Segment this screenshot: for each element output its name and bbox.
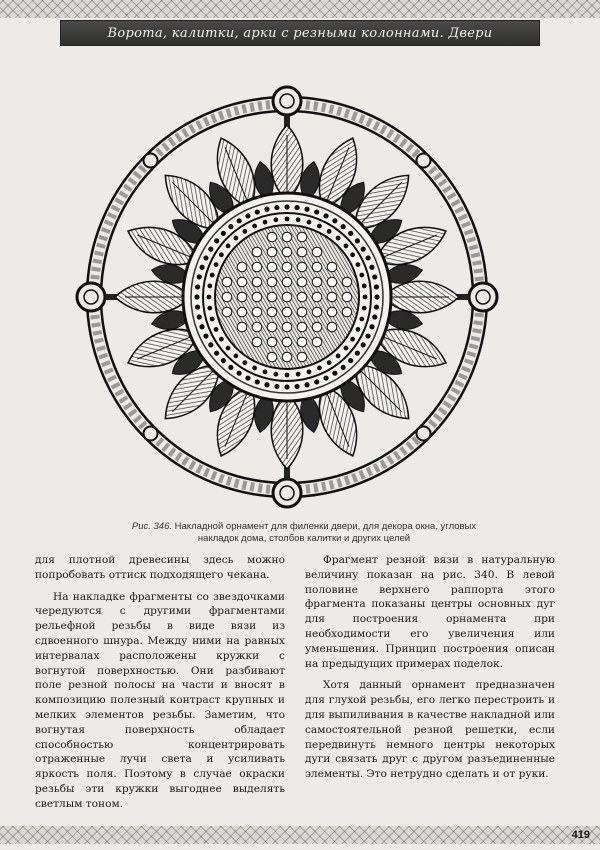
medallion-hole [252,262,262,272]
medallion-bead [273,217,278,222]
medallion-bead [359,317,364,322]
medallion-bead [237,218,242,223]
medallion-bead [199,324,204,329]
medallion-bead [361,247,366,252]
medallion-bead [332,218,337,223]
medallion-hole [327,307,337,317]
figure-caption [118,521,490,545]
medallion-hole [237,262,247,272]
medallion-bead [327,229,332,234]
medallion-bead [372,274,377,279]
medallion-hole [222,292,232,302]
medallion-bead [323,213,328,218]
medallion-bead [195,304,200,309]
medallion-bead [341,365,346,370]
medallion-bead [221,358,226,363]
medallion-bead [294,205,299,210]
medallion-hole [267,337,277,347]
medallion-hole [297,337,307,347]
medallion-bead [336,236,341,241]
medallion-bead [307,369,312,374]
medallion-bead [255,379,260,384]
medallion-bead [274,384,279,389]
medallion-hole [282,337,292,347]
medallion-hole [252,277,262,287]
medallion-bead [344,244,349,249]
medallion-bead [245,375,250,380]
medallion-bead [203,255,208,260]
medallion-hole [267,352,277,362]
medallion-bead [327,360,332,365]
medallion-bead [341,224,346,229]
medallion-hole [297,247,307,257]
border-bead [144,426,158,440]
medallion-bead [197,274,202,279]
border-ring-inner [280,486,294,500]
medallion-bead [332,371,337,376]
medallion-hole [267,307,277,317]
medallion-bead [307,220,312,225]
medallion-hole [297,292,307,302]
decorative-border-top [0,0,600,18]
medallion-bead [304,207,309,212]
medallion-bead [336,354,341,359]
medallion-bead [234,354,239,359]
medallion-bead [273,372,278,377]
medallion-bead [207,295,212,300]
medallion-hole [222,307,232,317]
medallion-bead [199,265,204,270]
medallion-hole [297,277,307,287]
medallion-bead [195,284,200,289]
medallion-bead [296,217,301,222]
border-bead [144,154,158,168]
medallion-bead [317,366,322,371]
caption-number: Рис. 346. [131,521,173,532]
chapter-title: Ворота, калитки, арки с резными колоннами. Двери [107,25,493,41]
medallion-bead [208,342,213,347]
medallion-hole [342,292,352,302]
medallion-bead [362,283,367,288]
medallion-bead [228,224,233,229]
medallion-bead [245,213,250,218]
medallion-bead [355,238,360,243]
medallion-hole [327,322,337,332]
ornament-drawing [77,87,497,507]
medallion-bead [228,365,233,370]
medallion-hole [267,247,277,257]
medallion-hole [297,262,307,272]
medallion-hole [267,292,277,302]
medallion-bead [296,372,301,377]
medallion-bead [323,375,328,380]
medallion-bead [304,382,309,387]
medallion-hole [282,352,292,362]
medallion-hole [327,277,337,287]
medallion-bead [356,327,361,332]
medallion-hole [252,292,262,302]
medallion-bead [365,255,370,260]
caption-text: Накладной орнамент для филенки двери, для декора окна, угловых накладок дома, столбов калитки и других целей [174,521,477,544]
medallion-bead [314,379,319,384]
medallion-bead [264,382,269,387]
medallion-hole [252,307,262,317]
medallion-bead [348,358,353,363]
medallion-hole [267,232,277,242]
medallion-bead [255,209,260,214]
medallion-bead [350,337,355,342]
medallion-bead [284,384,289,389]
medallion-bead [252,224,257,229]
page-number: 419 [571,829,590,841]
chapter-header [60,20,540,46]
medallion-bead [350,252,355,257]
medallion-bead [226,346,231,351]
medallion-bead [363,295,368,300]
medallion-hole [297,352,307,362]
medallion-bead [285,373,290,378]
medallion-hole [312,277,322,287]
medallion-bead [194,294,199,299]
medallion-hole [282,232,292,242]
medallion-bead [263,220,268,225]
border-bead [416,426,430,440]
medallion-hole [312,307,322,317]
medallion-bead [356,262,361,267]
medallion-bead [294,384,299,389]
medallion-hole [282,277,292,287]
medallion-hole [267,322,277,332]
medallion-hole [237,307,247,317]
border-ring-inner [476,290,490,304]
medallion-hole [312,247,322,257]
medallion-hole [237,322,247,332]
medallion-bead [374,284,379,289]
border-ring-inner [280,94,294,108]
border-bead [416,154,430,168]
medallion-bead [285,217,290,222]
medallion-hole [282,307,292,317]
medallion-bead [374,294,379,299]
paragraph: Фрагмент резной вязи в натуральную величину показан на рис. 340. В левой половине верхнего раппорта этого фрагмента показаны центры основных дуг для построения орнамента при необходимости его увеличения или уменьшения. Принцип построения описан на предыдущих примерах поделок. [305,554,555,670]
medallion-hole [297,322,307,332]
medallion-bead [208,247,213,252]
medallion-bead [203,333,208,338]
medallion-bead [214,262,219,267]
text-column-left [35,553,285,812]
medallion-hole [312,292,322,302]
medallion-bead [374,304,379,309]
medallion-hole [297,232,307,242]
medallion-bead [263,369,268,374]
medallion-hole [312,322,322,332]
medallion-bead [252,366,257,371]
paragraph: для плотной древесины здесь можно попробовать оттиск подходящего чекана. [35,554,285,581]
medallion-bead [274,205,279,210]
medallion-hole [282,292,292,302]
medallion-bead [210,273,215,278]
medallion-bead [317,224,322,229]
medallion-hole [312,337,322,347]
medallion-bead [242,229,247,234]
ornament-figure [62,82,512,522]
medallion-bead [234,236,239,241]
medallion-hole [252,247,262,257]
medallion-hole [282,322,292,332]
medallion-bead [369,265,374,270]
medallion-bead [214,351,219,356]
border-ring-inner [84,290,98,304]
medallion-hole [297,307,307,317]
medallion-bead [361,342,366,347]
medallion-bead [214,327,219,332]
medallion-bead [348,231,353,236]
medallion-hole [342,307,352,317]
medallion-hole [282,262,292,272]
medallion-hole [237,277,247,287]
medallion-bead [314,209,319,214]
medallion-hole [312,262,322,272]
medallion-bead [237,371,242,376]
medallion-hole [342,277,352,287]
medallion-hole [237,292,247,302]
medallion-bead [210,317,215,322]
text-column-right [305,553,555,782]
medallion-hole [252,337,262,347]
medallion-hole [327,292,337,302]
medallion-bead [226,244,231,249]
medallion-bead [219,252,224,257]
medallion-bead [362,306,367,311]
medallion-bead [344,346,349,351]
paragraph: На накладке фрагменты со звездочками чередуются с другими фрагментами рельефной резьбы в виде вязи из сдвоенного шнура. Между ними на равных интервалах расположены кружки с вогнутой поверхностью. Они разбивают поле резной полосы на части и вносят в композицию полезный контраст крупных и мелких элементов резьбы. Заметим, что вогнутая поверхность обладает способностью концентрировать отраженные лучи света и усиливать яркость поля. Поэтому в случае окраски резьбы эти кружки выгоднее выделять светлым тоном. [35,590,285,810]
medallion-hole [267,277,277,287]
decorative-border-bottom [0,826,600,844]
medallion-bead [355,351,360,356]
medallion-bead [365,333,370,338]
medallion-hole [282,247,292,257]
medallion-bead [359,273,364,278]
medallion-hole [222,277,232,287]
medallion-bead [221,231,226,236]
medallion-bead [372,314,377,319]
medallion-bead [197,314,202,319]
medallion-bead [369,324,374,329]
medallion-bead [264,207,269,212]
medallion-bead [207,283,212,288]
medallion-hole [327,262,337,272]
medallion-bead [284,204,289,209]
medallion-hole [267,262,277,272]
medallion-bead [219,337,224,342]
medallion-bead [207,306,212,311]
medallion-hole [252,322,262,332]
medallion-bead [214,238,219,243]
paragraph: Хотя данный орнамент предназначен для глухой резьбы, его легко перестроить и для выпиливания в качестве накладной или самостоятельной резной решетки, если передвинуть немного центры некоторых дуги связать друг с другом разъединенные элементы. Это нетрудно сделать и от руки. [305,679,555,781]
medallion-bead [242,360,247,365]
